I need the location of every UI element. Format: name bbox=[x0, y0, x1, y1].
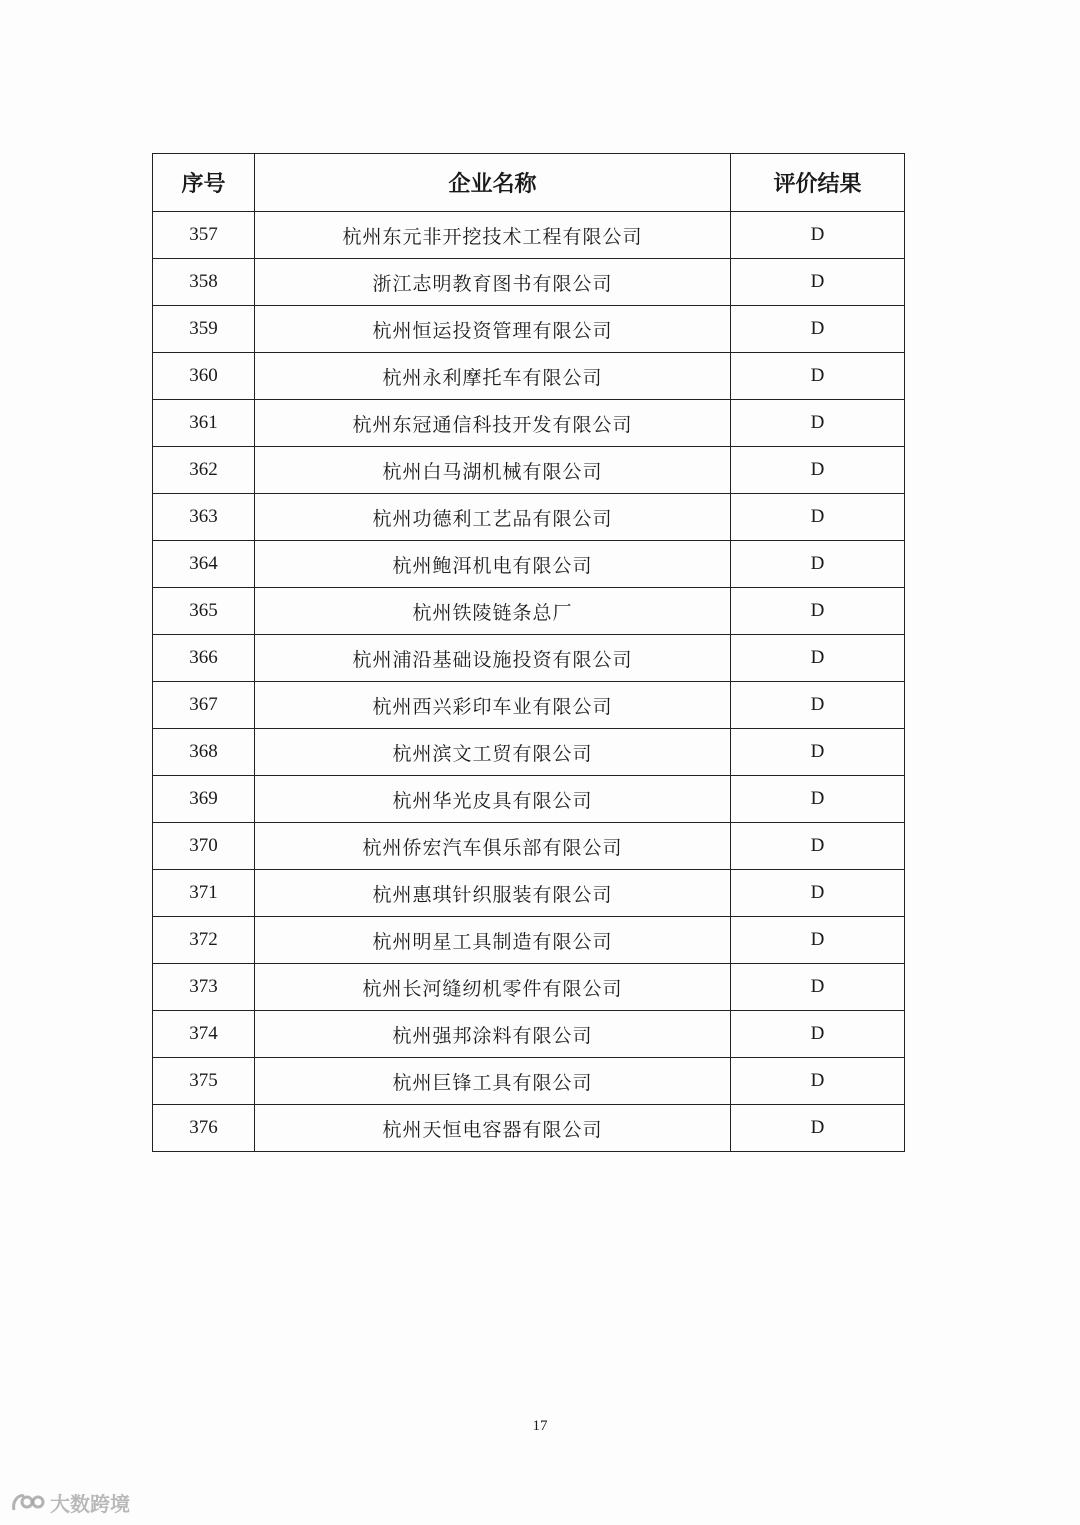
row-number: 375 bbox=[153, 1058, 255, 1105]
row-result: D bbox=[731, 541, 905, 588]
row-company-name: 杭州鲍洱机电有限公司 bbox=[255, 541, 731, 588]
watermark-text: 大数跨境 bbox=[50, 1492, 130, 1516]
row-number: 370 bbox=[153, 823, 255, 870]
row-result: D bbox=[731, 964, 905, 1011]
row-number: 366 bbox=[153, 635, 255, 682]
row-result: D bbox=[731, 870, 905, 917]
row-company-name: 杭州侨宏汽车俱乐部有限公司 bbox=[255, 823, 731, 870]
row-number: 357 bbox=[153, 212, 255, 259]
row-company-name: 杭州西兴彩印车业有限公司 bbox=[255, 682, 731, 729]
row-number: 365 bbox=[153, 588, 255, 635]
table-row bbox=[153, 306, 905, 353]
table-header-row bbox=[153, 154, 905, 212]
row-number: 372 bbox=[153, 917, 255, 964]
row-company-name: 杭州巨锋工具有限公司 bbox=[255, 1058, 731, 1105]
row-company-name: 杭州明星工具制造有限公司 bbox=[255, 917, 731, 964]
row-number: 371 bbox=[153, 870, 255, 917]
row-result: D bbox=[731, 588, 905, 635]
header-company-name: 企业名称 bbox=[255, 154, 731, 212]
row-result: D bbox=[731, 1058, 905, 1105]
row-result: D bbox=[731, 306, 905, 353]
row-number: 362 bbox=[153, 447, 255, 494]
row-result: D bbox=[731, 212, 905, 259]
table-row bbox=[153, 259, 905, 306]
header-no: 序号 bbox=[153, 154, 255, 212]
row-result: D bbox=[731, 917, 905, 964]
row-result: D bbox=[731, 635, 905, 682]
row-company-name: 杭州功德利工艺品有限公司 bbox=[255, 494, 731, 541]
table-row bbox=[153, 1105, 905, 1152]
table-row bbox=[153, 494, 905, 541]
table-row bbox=[153, 400, 905, 447]
row-result: D bbox=[731, 494, 905, 541]
table-row bbox=[153, 917, 905, 964]
row-result: D bbox=[731, 259, 905, 306]
row-result: D bbox=[731, 729, 905, 776]
table-row bbox=[153, 729, 905, 776]
row-company-name: 杭州华光皮具有限公司 bbox=[255, 776, 731, 823]
row-number: 364 bbox=[153, 541, 255, 588]
row-result: D bbox=[731, 1011, 905, 1058]
table-row bbox=[153, 870, 905, 917]
logo-icon bbox=[10, 1490, 46, 1516]
row-number: 368 bbox=[153, 729, 255, 776]
table-row bbox=[153, 541, 905, 588]
row-company-name: 杭州强邦涂料有限公司 bbox=[255, 1011, 731, 1058]
row-number: 369 bbox=[153, 776, 255, 823]
table-row bbox=[153, 212, 905, 259]
page-number: 17 bbox=[532, 1418, 548, 1434]
row-company-name: 杭州东冠通信科技开发有限公司 bbox=[255, 400, 731, 447]
row-number: 361 bbox=[153, 400, 255, 447]
row-number: 360 bbox=[153, 353, 255, 400]
table-row bbox=[153, 588, 905, 635]
row-company-name: 杭州铁陵链条总厂 bbox=[255, 588, 731, 635]
row-company-name: 杭州东元非开挖技术工程有限公司 bbox=[255, 212, 731, 259]
row-result: D bbox=[731, 353, 905, 400]
table-row bbox=[153, 635, 905, 682]
table-row bbox=[153, 353, 905, 400]
row-result: D bbox=[731, 447, 905, 494]
row-number: 367 bbox=[153, 682, 255, 729]
row-company-name: 浙江志明教育图书有限公司 bbox=[255, 259, 731, 306]
table-row bbox=[153, 1058, 905, 1105]
row-result: D bbox=[731, 682, 905, 729]
header-result: 评价结果 bbox=[731, 154, 905, 212]
table-row bbox=[153, 447, 905, 494]
evaluation-table bbox=[152, 153, 905, 1152]
table-row bbox=[153, 1011, 905, 1058]
row-company-name: 杭州天恒电容器有限公司 bbox=[255, 1105, 731, 1152]
row-company-name: 杭州惠琪针织服装有限公司 bbox=[255, 870, 731, 917]
watermark bbox=[10, 1488, 130, 1517]
row-result: D bbox=[731, 1105, 905, 1152]
row-number: 374 bbox=[153, 1011, 255, 1058]
table-row bbox=[153, 776, 905, 823]
row-company-name: 杭州滨文工贸有限公司 bbox=[255, 729, 731, 776]
table-row bbox=[153, 823, 905, 870]
row-result: D bbox=[731, 823, 905, 870]
row-company-name: 杭州浦沿基础设施投资有限公司 bbox=[255, 635, 731, 682]
row-number: 373 bbox=[153, 964, 255, 1011]
row-number: 359 bbox=[153, 306, 255, 353]
row-company-name: 杭州长河缝纫机零件有限公司 bbox=[255, 964, 731, 1011]
row-company-name: 杭州永利摩托车有限公司 bbox=[255, 353, 731, 400]
row-number: 358 bbox=[153, 259, 255, 306]
row-result: D bbox=[731, 776, 905, 823]
table-row bbox=[153, 682, 905, 729]
row-number: 363 bbox=[153, 494, 255, 541]
row-company-name: 杭州恒运投资管理有限公司 bbox=[255, 306, 731, 353]
row-result: D bbox=[731, 400, 905, 447]
row-company-name: 杭州白马湖机械有限公司 bbox=[255, 447, 731, 494]
table-row bbox=[153, 964, 905, 1011]
row-number: 376 bbox=[153, 1105, 255, 1152]
